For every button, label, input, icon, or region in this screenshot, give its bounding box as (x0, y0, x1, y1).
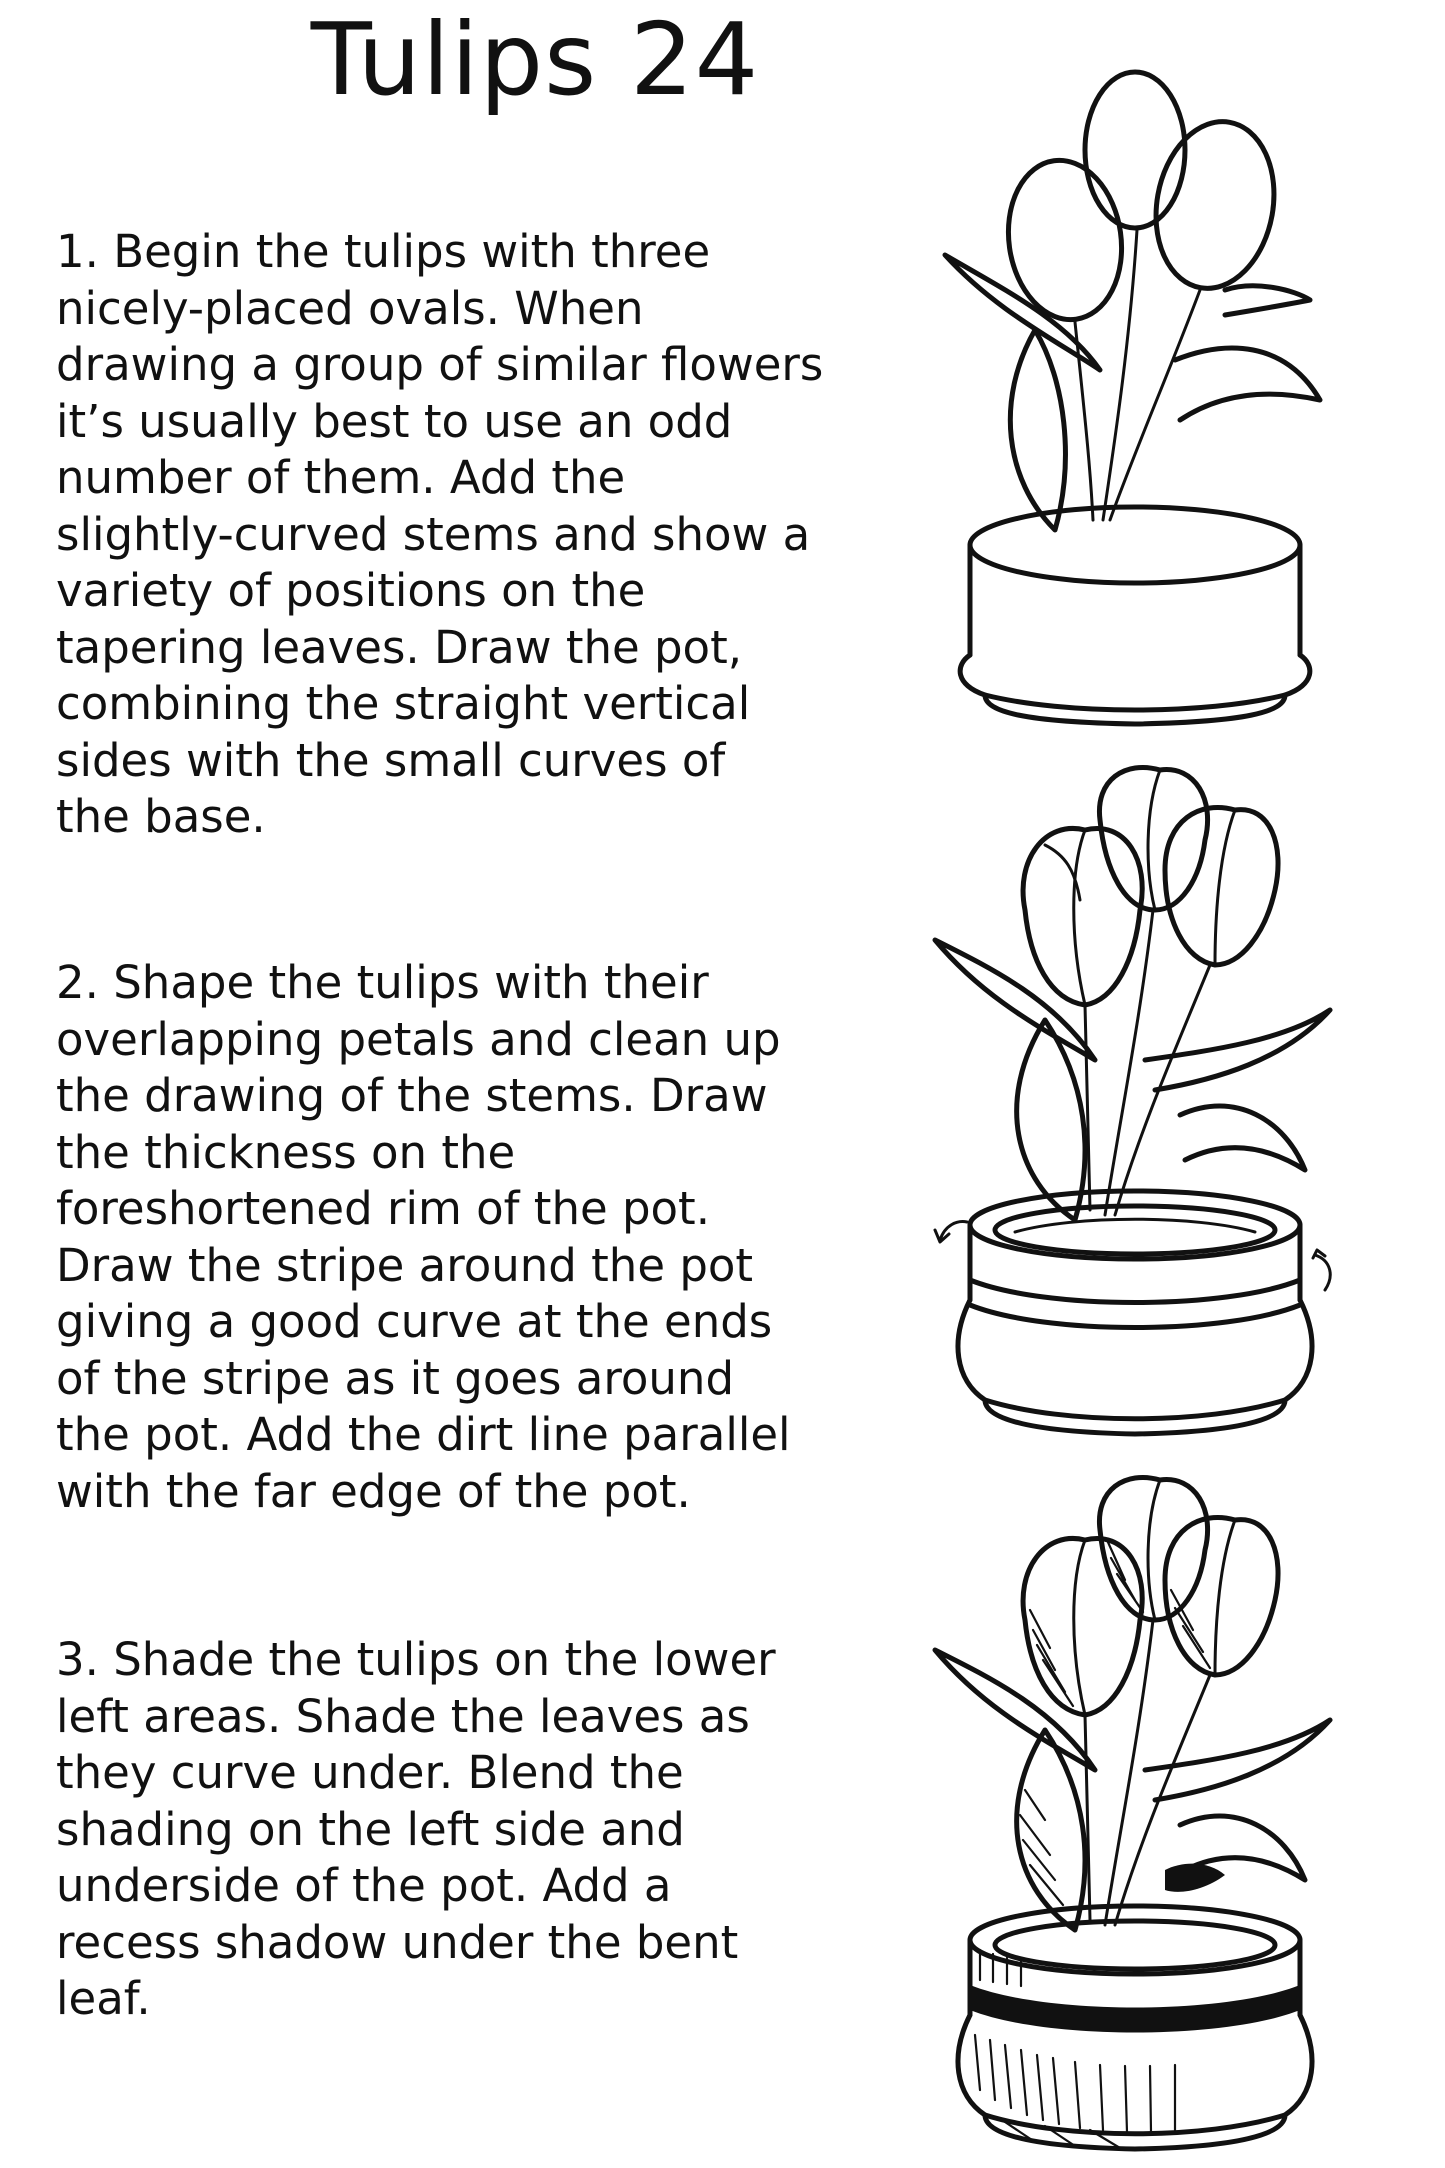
step-3-instructions: 3. Shade the tulips on the lower left areas. Shade the leaves as they curve under. Blend the shading on the left side and underside of the pot. Add a recess shadow under the bent leaf. (56, 1633, 776, 2025)
tulip-pot-step1-sketch-icon (925, 40, 1345, 740)
step-3-drawing (925, 1470, 1345, 2168)
tulip-pot-step2-outline-icon (925, 760, 1345, 1460)
step-2-instructions: 2. Shape the tulips with their overlapping petals and clean up the drawing of the stems. Draw the thickness on the foreshortened rim of the pot. Draw the stripe around the pot giving a good curve at the ends of the stripe as it goes around the pot. Add the dirt line parallel with the far edge of the pot. (56, 956, 791, 1518)
step-2-drawing (925, 760, 1345, 1460)
tulip-pot-step3-shaded-icon (925, 1470, 1345, 2168)
step-1-drawing (925, 40, 1345, 740)
step-1-instructions: 1. Begin the tulips with three nicely-placed ovals. When drawing a group of similar flowers it’s usually best to use an odd number of them. Add the slightly-curved stems and show a variety of positions on the tapering leaves. Draw the pot, combining the straight vertical sides with the small curves of the base. (56, 225, 824, 843)
page-title: Tulips 24 (310, 1, 760, 118)
